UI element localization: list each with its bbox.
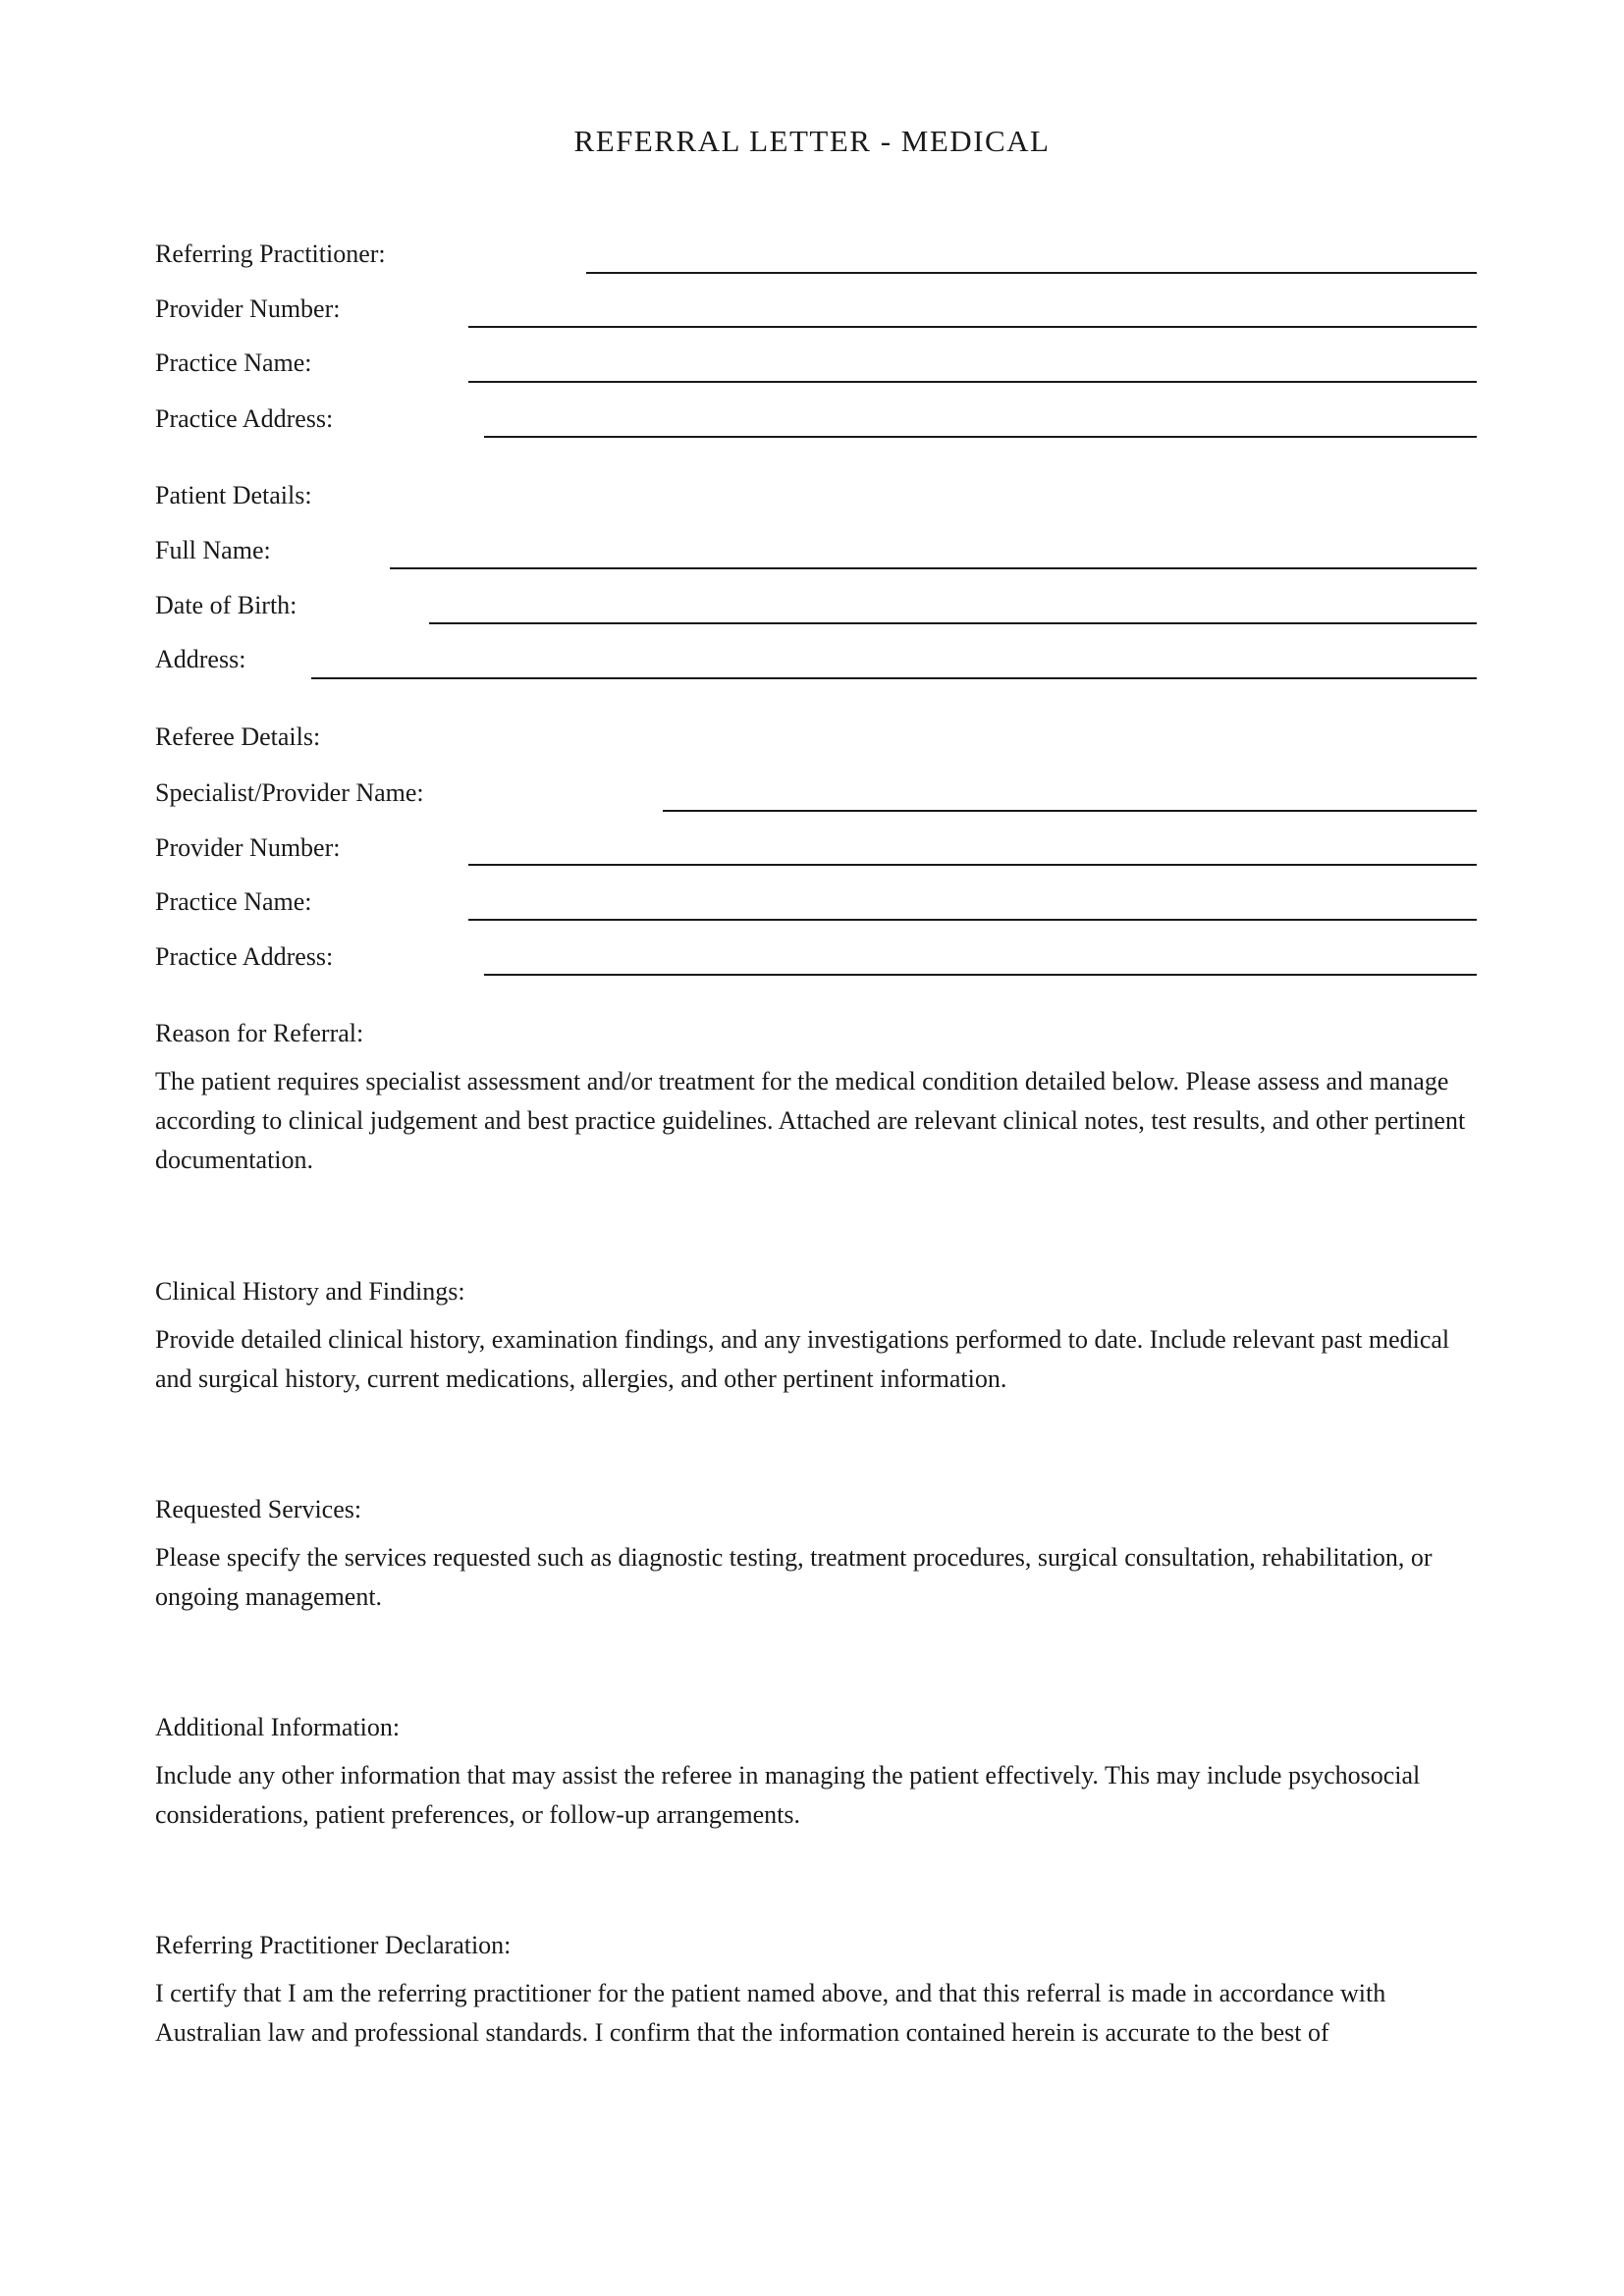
- requested-services-heading: Requested Services:: [155, 1495, 362, 1523]
- referee-provider-number-label: Provider Number:: [155, 833, 341, 862]
- patient-full-name-field[interactable]: [390, 567, 1477, 569]
- document-title: REFERRAL LETTER - MEDICAL: [573, 124, 1051, 158]
- referee-practice-name-label: Practice Name:: [155, 887, 312, 916]
- referee-specialist-name-field[interactable]: [663, 810, 1477, 812]
- referring-practice-address-label: Practice Address:: [155, 404, 334, 433]
- referring-practitioner-field[interactable]: [586, 272, 1477, 274]
- referee-provider-number-field[interactable]: [468, 864, 1477, 866]
- referring-practitioner-label: Referring Practitioner:: [155, 240, 386, 268]
- patient-dob-label: Date of Birth:: [155, 591, 298, 619]
- referring-provider-number-field[interactable]: [468, 326, 1477, 328]
- patient-address-label: Address:: [155, 645, 246, 673]
- declaration-heading: Referring Practitioner Declaration:: [155, 1931, 512, 1959]
- referring-provider-number-label: Provider Number:: [155, 294, 341, 323]
- patient-full-name-label: Full Name:: [155, 536, 271, 564]
- referee-specialist-name-label: Specialist/Provider Name:: [155, 778, 424, 807]
- reason-for-referral-heading: Reason for Referral:: [155, 1019, 364, 1047]
- referring-practice-address-field[interactable]: [484, 436, 1477, 438]
- referee-practice-address-label: Practice Address:: [155, 942, 334, 971]
- referee-practice-name-field[interactable]: [468, 919, 1477, 921]
- additional-information-text: Include any other information that may assist the referee in managing the patient effectively. This may include psychosocial considerations, patient preferences, or follow-up arrangements.: [155, 1761, 1421, 1829]
- declaration-text: I certify that I am the referring practitioner for the patient named above, and that this referral is made in accordance with Australian law and professional standards. I confirm that the information contained herein is accurate to the best of: [155, 1979, 1386, 2047]
- patient-dob-field[interactable]: [429, 622, 1477, 624]
- clinical-history-text: Provide detailed clinical history, examination findings, and any investigations performed to date. Include relevant past medical and surgical history, current medications, allergies, and other pertinent information.: [155, 1325, 1450, 1393]
- referring-practice-name-label: Practice Name:: [155, 348, 312, 377]
- reason-for-referral-text: The patient requires specialist assessment and/or treatment for the medical condition detailed below. Please assess and manage according to clinical judgement and best practice guidelines. Attached are relevant clinical notes, test results, and other pertinent documentation.: [155, 1067, 1466, 1174]
- referee-practice-address-field[interactable]: [484, 974, 1477, 976]
- patient-details-heading: Patient Details:: [155, 481, 312, 509]
- requested-services-text: Please specify the services requested such as diagnostic testing, treatment procedures, surgical consultation, rehabilitation, or ongoing management.: [155, 1543, 1433, 1611]
- referring-practice-name-field[interactable]: [468, 381, 1477, 383]
- additional-information-heading: Additional Information:: [155, 1713, 401, 1741]
- patient-address-field[interactable]: [311, 677, 1477, 679]
- clinical-history-heading: Clinical History and Findings:: [155, 1277, 465, 1306]
- referee-details-heading: Referee Details:: [155, 722, 321, 751]
